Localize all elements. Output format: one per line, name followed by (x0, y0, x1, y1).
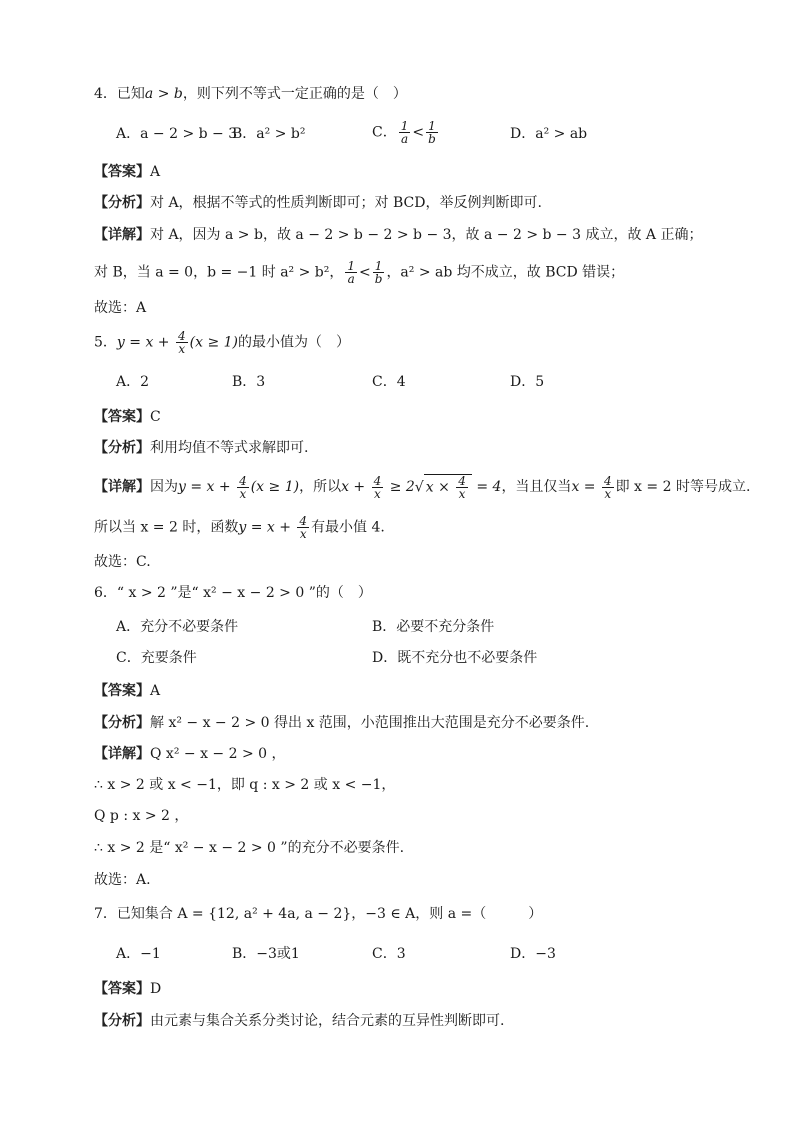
q6-answer (94, 681, 734, 701)
q6-detail-2: ∴ x > 2 或 x < −1，即 q : x > 2 或 x < −1， (94, 777, 396, 793)
analysis-tag: 【分析】 (94, 715, 150, 731)
q6-analysis-text: 解 x² − x − 2 > 0 得出 x 范围，小范围推出大范围是充分不必要条件. (150, 715, 590, 731)
q4-answer-value: A (150, 164, 161, 180)
q4-option-a: A．a − 2 > b − 3 (116, 126, 238, 142)
fraction-1-over-b: $\frac{1}{b}$ (428, 119, 436, 146)
q6-option-c: C．充要条件 (116, 650, 197, 666)
answer-tag: 【答案】 (94, 409, 150, 425)
q7-option-b: B．−3或1 (232, 946, 300, 962)
detail-tag: 【详解】 (94, 479, 150, 495)
q5-detail-1: 【详解】因为y = x + $\frac{4}{x}$ (x ≥ 1)，所以x + $\frac{4}{x}$ ≥ 2√ x × $\frac{4}{x}$ = 4，当且仅当x = $\frac{4}{x}$ 即 x = 2 时等号成立. (94, 473, 751, 501)
q7-option-a: A．−1 (116, 946, 161, 962)
q4-detail-2a-text: 对 B，当 a = 0，b = −1 时 a² > b²， (94, 264, 344, 281)
q5-analysis (94, 438, 734, 458)
q4-stem (94, 84, 734, 104)
q6-analysis (94, 713, 734, 733)
q6-detail-3: Q p : x > 2 ， (94, 808, 189, 824)
q5-stem-tail: 的最小值为（ ） (238, 334, 350, 351)
answer-tag: 【答案】 (94, 981, 150, 997)
analysis-tag: 【分析】 (94, 440, 150, 456)
q5-option-d: D．5 (510, 374, 545, 390)
detail-tag: 【详解】 (94, 746, 150, 762)
q5-detail-1a: 因为 (150, 479, 178, 495)
fraction-1-over-a: $\frac{1}{a}$ (347, 259, 356, 286)
q5-answer (94, 407, 734, 427)
q5-detail-2a: 所以当 x = 2 时，函数 (94, 519, 239, 536)
q4-option-c-label: C． (372, 124, 397, 141)
q7-analysis-text: 由元素与集合关系分类讨论，结合元素的互异性判断即可. (150, 1013, 505, 1029)
q4-option-c: C． $\frac{1}{a}$ < $\frac{1}{b}$ (372, 119, 436, 146)
q5-answer-value: C (150, 409, 161, 425)
q7-option-d: D．−3 (510, 946, 556, 962)
q4-detail-1 (94, 225, 734, 245)
q6-option-b: B．必要不充分条件 (372, 619, 495, 635)
q6-conclusion: 故选：A. (94, 872, 151, 888)
q4-detail-2b-text: ，a² > ab 均不成立，故 BCD 错误； (386, 264, 625, 281)
fraction-4-over-x: $\frac{4}{x}$ (178, 329, 186, 356)
q5-conclusion: 故选：C. (94, 554, 151, 570)
answer-tag: 【答案】 (94, 683, 150, 699)
q4-option-d: D．a² > ab (510, 126, 588, 142)
q5-option-b: B．3 (232, 374, 266, 390)
q4-stem-tail: ，则下列不等式一定正确的是（ ） (182, 86, 407, 102)
q4-analysis (94, 193, 734, 213)
fraction-4-over-x: $\frac{4}{x}$ (239, 473, 247, 501)
q7-stem: 7．已知集合 A = {12, a² + 4a, a − 2}，−3 ∈ A，则 a =（ ） (94, 906, 543, 922)
q4-condition: a > b (144, 86, 183, 102)
q6-detail-4: ∴ x > 2 是“ x² − x − 2 > 0 ”的充分不必要条件. (94, 840, 405, 856)
q5-stem: 5．y = x + $\frac{4}{x}$ (x ≥ 1)的最小值为（ ） (94, 329, 350, 356)
q6-option-a: A．充分不必要条件 (116, 619, 239, 635)
q4-stem-text: 4．已知 (94, 86, 145, 102)
q4-analysis-text: 对 A，根据不等式的性质判断即可；对 BCD，举反例判断即可. (150, 195, 542, 211)
q5-detail-2: 所以当 x = 2 时，函数y = x + $\frac{4}{x}$ 有最小值 4. (94, 514, 385, 541)
q5-detail-1c: ，当且仅当 (501, 479, 572, 495)
square-root: √ x × $\frac{4}{x}$ (415, 474, 472, 500)
fraction-4-over-x: $\frac{4}{x}$ (299, 514, 308, 541)
q5-detail-2b: 有最小值 4. (311, 519, 385, 536)
fraction-4-over-x: $\frac{4}{x}$ (603, 473, 612, 501)
q5-option-a: A．2 (116, 374, 150, 390)
q6-stem: 6．“ x > 2 ”是“ x² − x − 2 > 0 ”的（ ） (94, 585, 372, 601)
q6-answer-value: A (150, 683, 161, 699)
q5-detail-1d: 即 x = 2 时等号成立. (615, 479, 751, 495)
q4-detail-1-text: 对 A，因为 a > b，故 a − 2 > b − 2 > b − 3，故 a − 2 > b − 3 成立，故 A 正确； (150, 227, 703, 243)
q5-stem-number: 5． (94, 334, 117, 351)
q4-conclusion: 故选：A (94, 300, 147, 316)
q7-option-c: C．3 (372, 946, 406, 962)
q5-option-c: C．4 (372, 374, 406, 390)
fraction-1-over-a: $\frac{1}{a}$ (400, 119, 409, 146)
q6-option-d: D．既不充分也不必要条件 (372, 650, 538, 666)
fraction-1-over-b: $\frac{1}{b}$ (374, 259, 383, 286)
analysis-tag: 【分析】 (94, 195, 150, 211)
detail-tag: 【详解】 (94, 227, 150, 243)
q6-detail-1-text: Q x² − x − 2 > 0 ， (150, 746, 286, 762)
fraction-4-over-x: $\frac{4}{x}$ (373, 473, 382, 501)
q7-answer-value: D (150, 981, 162, 997)
q4-option-b: B．a² > b² (232, 126, 306, 142)
q5-detail-1b: ，所以 (299, 479, 342, 495)
q4-answer (94, 162, 734, 182)
q7-analysis (94, 1011, 734, 1031)
analysis-tag: 【分析】 (94, 1013, 150, 1029)
answer-tag: 【答案】 (94, 164, 150, 180)
q5-analysis-text: 利用均值不等式求解即可. (150, 440, 309, 456)
q7-answer (94, 979, 734, 999)
q4-detail-2: 对 B，当 a = 0，b = −1 时 a² > b²， $\frac{1}{a}$ < $\frac{1}{b}$ ，a² > ab 均不成立，故 BCD 错误； (94, 259, 625, 286)
q6-detail-1 (94, 744, 734, 764)
